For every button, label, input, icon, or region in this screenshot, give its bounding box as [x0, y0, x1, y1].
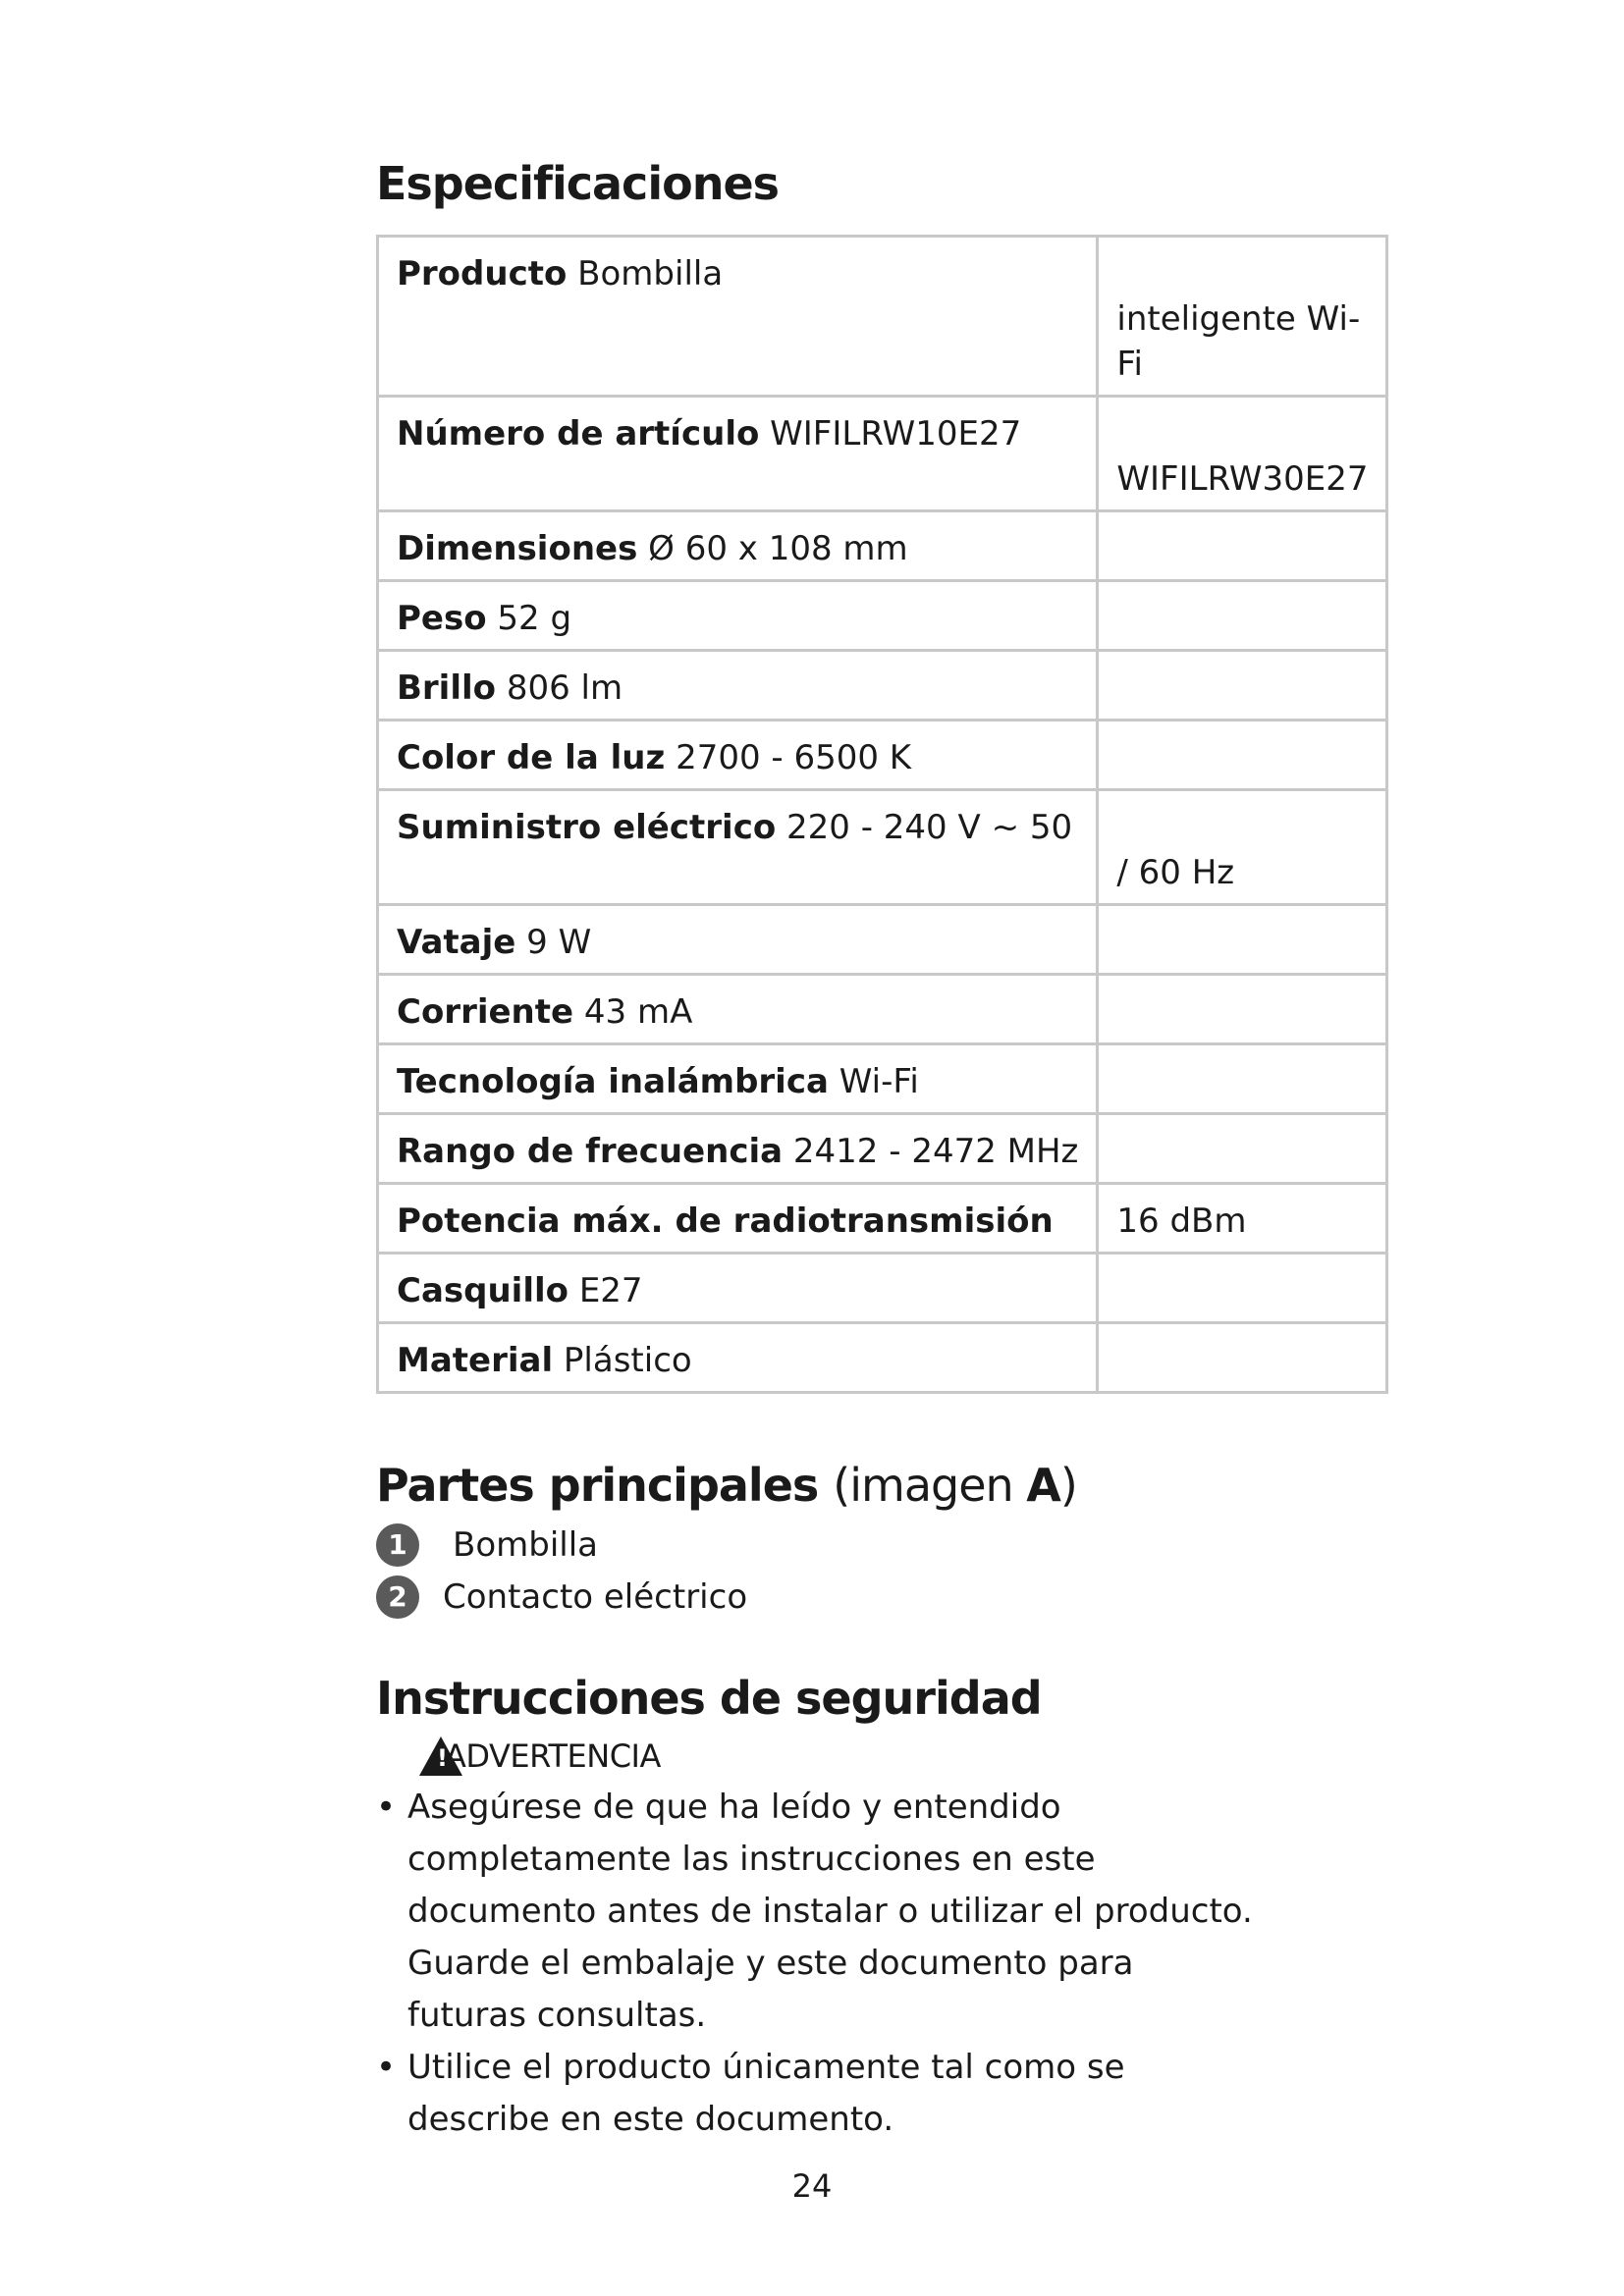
- spec-cell-secondary: [1098, 1114, 1387, 1184]
- spec-value: WIFILRW10E27: [770, 414, 1022, 454]
- spec-value: 52 g: [497, 599, 572, 639]
- table-row: [378, 651, 1387, 721]
- spec-label: Material: [397, 1341, 554, 1381]
- spec-cell-secondary: [1098, 511, 1387, 581]
- spec-value: 220 - 240 V ~ 50: [786, 808, 1073, 848]
- spec-cell: [378, 1323, 1098, 1393]
- spec-cell-secondary: [1098, 975, 1387, 1044]
- list-item: • Utilice el producto únicamente tal como se describe en este documento.: [376, 2042, 1262, 2146]
- spec-cell-secondary: [1098, 651, 1387, 721]
- list-item: [376, 1571, 1260, 1623]
- safety-bullets: [376, 1782, 1260, 2146]
- page-number: 24: [791, 2167, 833, 2205]
- spec-label: Vataje: [397, 923, 516, 963]
- number-badge-icon: 1: [376, 1523, 419, 1567]
- spec-label: Corriente: [397, 992, 574, 1033]
- spec-value: 43 mA: [583, 992, 693, 1033]
- spec-cell: [378, 1254, 1098, 1323]
- spec-cell: [378, 581, 1098, 651]
- spec-cell-secondary: [1098, 1323, 1387, 1393]
- parts-title-paren: (imagen: [833, 1459, 1027, 1513]
- table-row: [378, 237, 1387, 397]
- spec-value: 806 lm: [506, 668, 623, 709]
- document-page: [376, 157, 1369, 2146]
- table-row: [378, 1254, 1387, 1323]
- spec-value: Bombilla: [577, 254, 724, 294]
- spec-label: Brillo: [397, 668, 497, 709]
- table-row: [378, 905, 1387, 975]
- spec-value-continued: / 60 Hz: [1116, 853, 1235, 893]
- spec-value: E27: [578, 1271, 643, 1311]
- spec-cell-secondary: [1098, 905, 1387, 975]
- spec-cell: [378, 651, 1098, 721]
- specs-title: Especificaciones: [376, 157, 780, 210]
- spec-cell-secondary: [1098, 721, 1387, 790]
- table-row: [378, 1044, 1387, 1114]
- spec-label: Color de la luz: [397, 738, 666, 778]
- spec-cell-secondary: [1098, 397, 1387, 511]
- warning-triangle-icon: [419, 1736, 462, 1776]
- warning-label: ADVERTENCIA: [445, 1736, 661, 1775]
- spec-label: Potencia máx. de radiotransmisión: [397, 1201, 1054, 1242]
- part-label: Bombilla: [453, 1524, 599, 1565]
- table-row: [378, 721, 1387, 790]
- spec-label: Número de artículo: [397, 414, 760, 454]
- safety-title: Instrucciones de seguridad: [376, 1672, 1042, 1726]
- table-row: [378, 790, 1387, 905]
- parts-title: [376, 1459, 1260, 1513]
- specs-table: [376, 235, 1388, 1394]
- spec-cell-secondary: [1098, 237, 1387, 397]
- spec-cell-secondary: [1098, 1184, 1387, 1254]
- spec-cell: [378, 1044, 1098, 1114]
- parts-section: [376, 1459, 1260, 1623]
- parts-list: [376, 1519, 1260, 1623]
- spec-cell: [378, 1114, 1098, 1184]
- table-row: [378, 1323, 1387, 1393]
- table-row: [378, 975, 1387, 1044]
- spec-value: Ø 60 x 108 mm: [648, 529, 908, 569]
- spec-cell-secondary: [1098, 790, 1387, 905]
- spec-cell-secondary: [1098, 581, 1387, 651]
- spec-cell: [378, 511, 1098, 581]
- spec-value: 2412 - 2472 MHz: [792, 1132, 1079, 1172]
- table-row: [378, 511, 1387, 581]
- spec-value: 2700 - 6500 K: [676, 738, 912, 778]
- spec-cell-secondary: [1098, 1044, 1387, 1114]
- table-row: [378, 1114, 1387, 1184]
- number-badge-icon: 2: [376, 1575, 419, 1619]
- spec-cell: [378, 905, 1098, 975]
- parts-title-main: Partes principales: [376, 1459, 819, 1513]
- spec-label: Dimensiones: [397, 529, 638, 569]
- spec-cell: [378, 1184, 1098, 1254]
- spec-cell: [378, 237, 1098, 397]
- spec-value: Wi-Fi: [839, 1062, 919, 1102]
- spec-value: 9 W: [526, 923, 592, 963]
- spec-cell-secondary: [1098, 1254, 1387, 1323]
- list-item: • Asegúrese de que ha leído y entendido completamente las instrucciones en este documento antes de instalar o utilizar el producto. Guarde el embalaje y este documento para futuras consultas.: [376, 1782, 1262, 2042]
- part-label: Contacto eléctrico: [443, 1576, 748, 1617]
- spec-cell: [378, 721, 1098, 790]
- spec-cell: [378, 397, 1098, 511]
- spec-label: Suministro eléctrico: [397, 808, 777, 848]
- spec-value-continued: WIFILRW30E27: [1116, 459, 1369, 500]
- list-item: [376, 1519, 1260, 1571]
- warning-line: [437, 1736, 1260, 1776]
- safety-section: [376, 1672, 1260, 2145]
- table-row: [378, 397, 1387, 511]
- spec-value: 16 dBm: [1116, 1201, 1247, 1242]
- spec-label: Peso: [397, 599, 487, 639]
- spec-value: Plástico: [563, 1341, 692, 1381]
- parts-title-ref: A: [1026, 1459, 1060, 1513]
- spec-cell: [378, 790, 1098, 905]
- spec-label: Rango de frecuencia: [397, 1132, 784, 1172]
- spec-value-continued: inteligente Wi-Fi: [1116, 299, 1361, 385]
- parts-title-paren-close: ): [1059, 1459, 1077, 1513]
- spec-label: Producto: [397, 254, 568, 294]
- table-row: [378, 581, 1387, 651]
- spec-label: Tecnología inalámbrica: [397, 1062, 829, 1102]
- table-row: [378, 1184, 1387, 1254]
- spec-label: Casquillo: [397, 1271, 568, 1311]
- spec-cell: [378, 975, 1098, 1044]
